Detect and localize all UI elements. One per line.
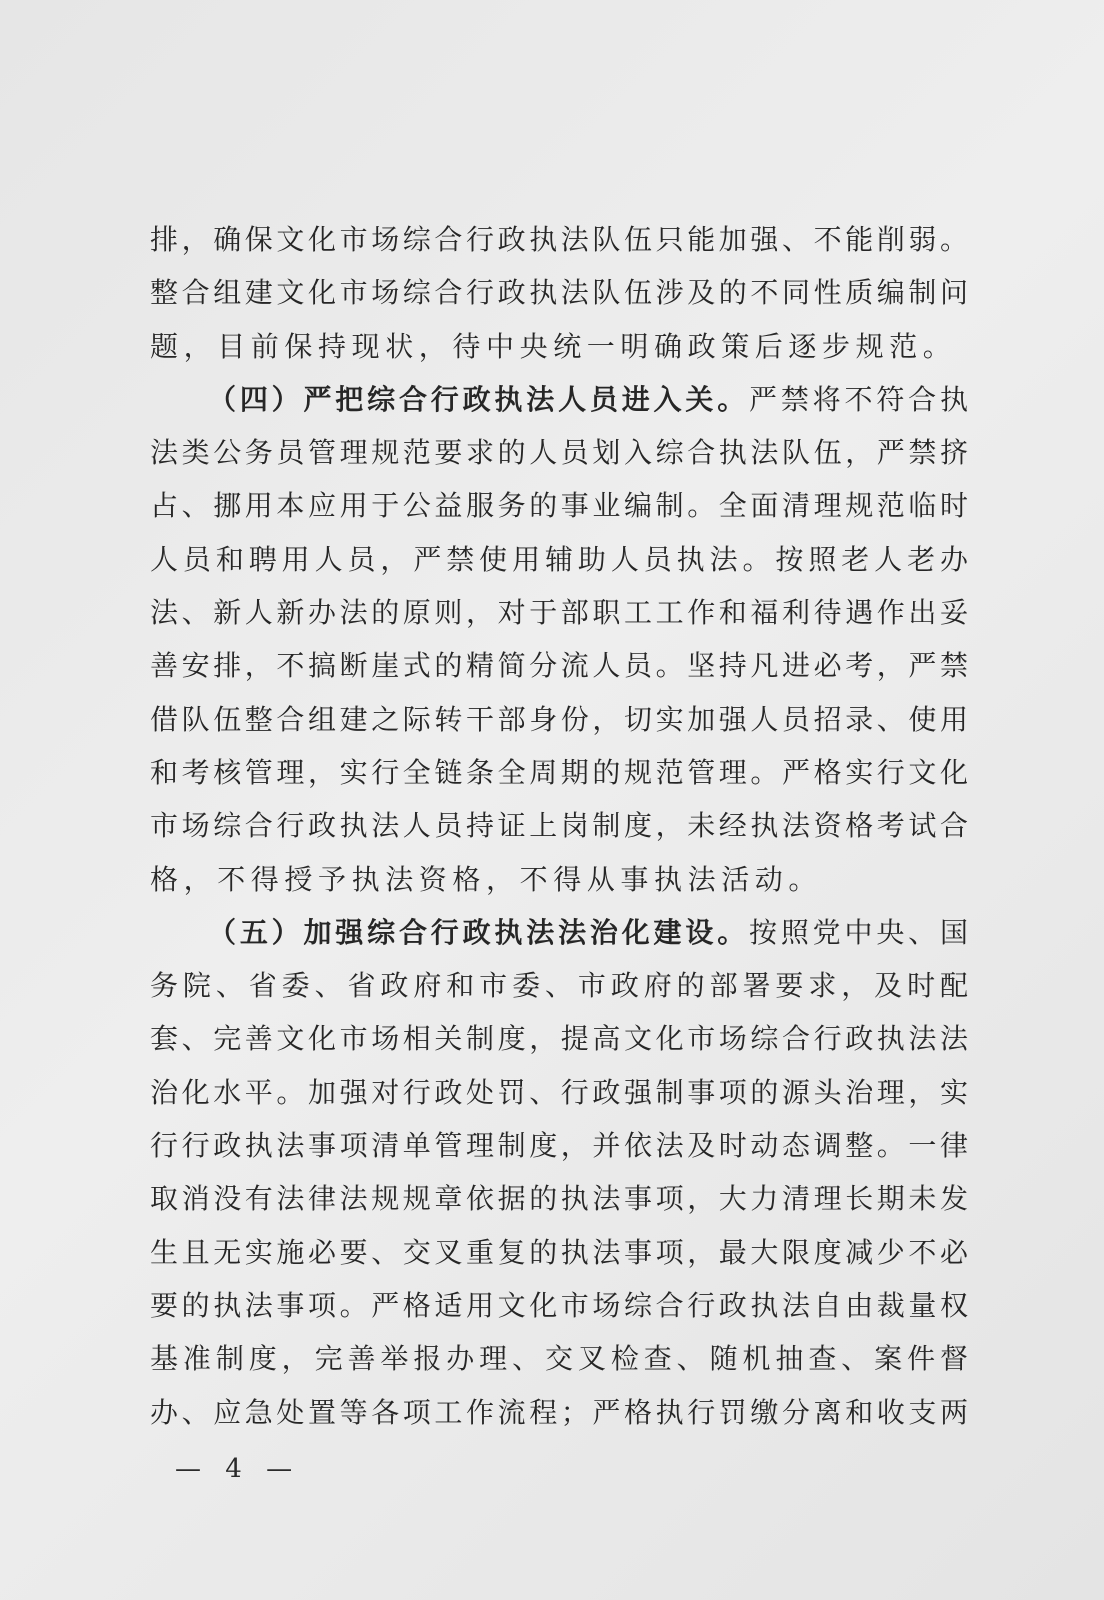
text-line: 基准制度，完善举报办理、交叉检查、随机抽查、案件督 bbox=[150, 1342, 968, 1376]
text-line: 务院、省委、省政府和市委、市政府的部署要求，及时配 bbox=[150, 969, 968, 1003]
section-heading: （四）严把综合行政执法人员进入关。 bbox=[208, 382, 750, 416]
section-heading-line bbox=[150, 373, 968, 426]
text-line: 法、新人新办法的原则，对于部职工工作和福利待遇作出妥 bbox=[150, 596, 968, 630]
text-line: 借队伍整合组建之际转干部身份，切实加强人员招录、使用 bbox=[150, 702, 968, 736]
text-segment: 按照党中央、国 bbox=[749, 915, 968, 949]
text-line: 行行政执法事项清单管理制度，并依法及时动态调整。一律 bbox=[150, 1129, 968, 1163]
text-line: 治化水平。加强对行政处罚、行政强制事项的源头治理，实 bbox=[150, 1075, 968, 1109]
text-line: 套、完善文化市场相关制度，提高文化市场综合行政执法法 bbox=[150, 1022, 968, 1056]
text-line: 办、应急处置等各项工作流程；严格执行罚缴分离和收支两 bbox=[150, 1395, 968, 1429]
document-body bbox=[150, 213, 968, 1439]
text-line: 占、挪用本应用于公益服务的事业编制。全面清理规范临时 bbox=[150, 489, 968, 523]
text-line: 善安排，不搞断崖式的精简分流人员。坚持凡进必考，严禁 bbox=[150, 649, 968, 683]
text-line: 格，不得授予执法资格，不得从事执法活动。 bbox=[150, 862, 823, 896]
page-number: — 4 — bbox=[175, 1454, 301, 1484]
text-line: 人员和聘用人员，严禁使用辅助人员执法。按照老人老办 bbox=[150, 542, 968, 576]
section-heading-line bbox=[150, 906, 968, 959]
text-line: 生且无实施必要、交叉重复的执法事项，最大限度减少不必 bbox=[150, 1235, 968, 1269]
text-line: 和考核管理，实行全链条全周期的规范管理。严格实行文化 bbox=[150, 755, 968, 789]
text-segment: 严禁将不符合执 bbox=[749, 382, 968, 416]
text-line: 题，目前保持现状，待中央统一明确政策后逐步规范。 bbox=[150, 329, 957, 363]
text-line: 取消没有法律法规规章依据的执法事项，大力清理长期未发 bbox=[150, 1182, 968, 1216]
text-line: 要的执法事项。严格适用文化市场综合行政执法自由裁量权 bbox=[150, 1288, 968, 1322]
text-line: 排，确保文化市场综合行政执法队伍只能加强、不能削弱。 bbox=[150, 223, 968, 256]
section-heading: （五）加强综合行政执法法治化建设。 bbox=[208, 915, 750, 949]
text-line: 市场综合行政执法人员持证上岗制度，未经执法资格考试合 bbox=[150, 809, 968, 843]
text-line: 整合组建文化市场综合行政执法队伍涉及的不同性质编制问 bbox=[150, 276, 968, 310]
text-line: 法类公务员管理规范要求的人员划入综合执法队伍，严禁挤 bbox=[150, 436, 968, 470]
